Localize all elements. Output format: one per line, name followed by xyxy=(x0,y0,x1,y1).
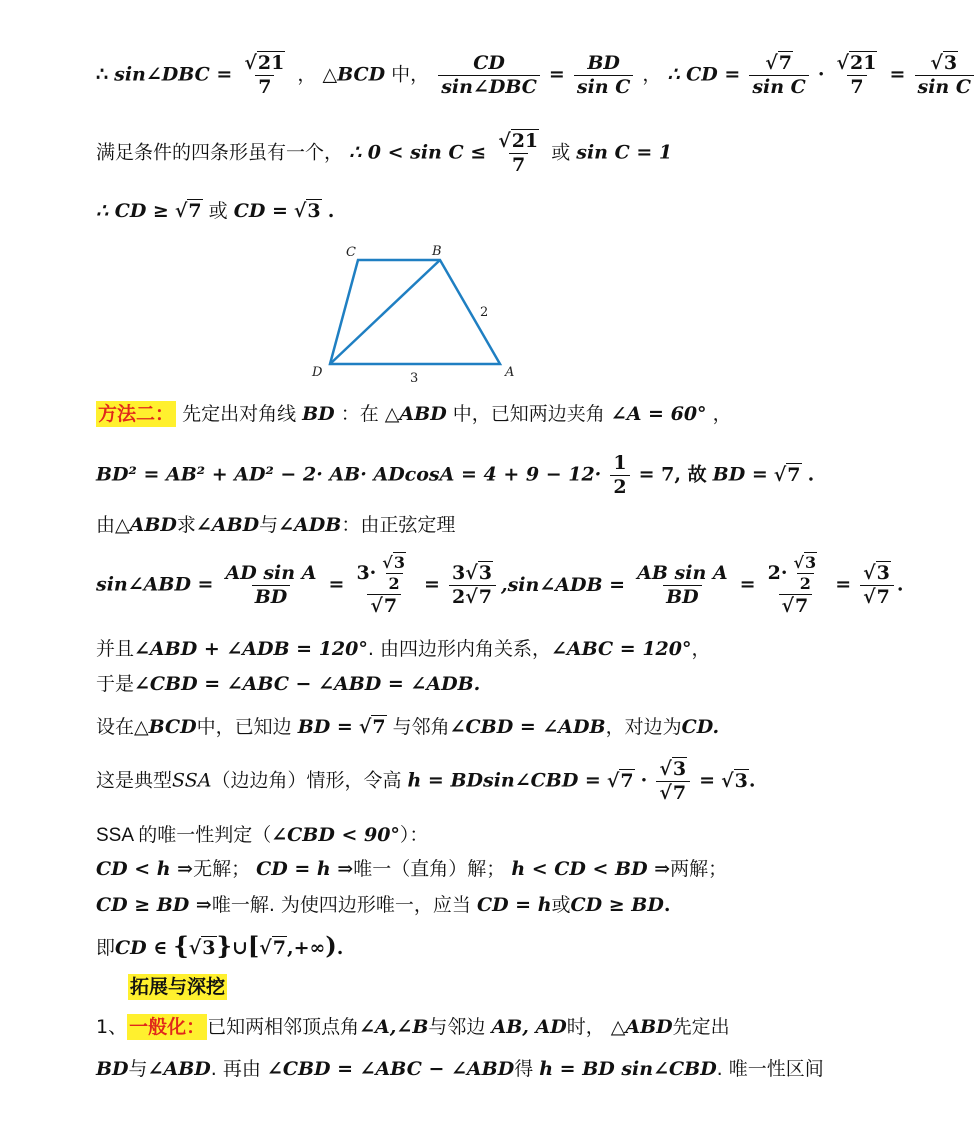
rad-21: 21 xyxy=(257,52,285,74)
l11-d: = xyxy=(699,769,716,792)
l5-b: = 7, 故 xyxy=(638,463,707,486)
l11-fn: 3 xyxy=(672,758,687,780)
line-4 xyxy=(96,405,732,424)
l4-ang: ∠A = 60° xyxy=(610,403,707,425)
l7-f1n: AD sin A xyxy=(225,562,317,584)
tri-bcd: △BCD xyxy=(322,63,386,86)
l5-num: 1 xyxy=(613,452,627,474)
num-cd: CD xyxy=(473,52,505,74)
line-12 xyxy=(96,826,428,845)
l18-a: BD xyxy=(96,1058,129,1080)
frac-cd xyxy=(438,54,540,97)
frac-sqrt21-7: $\frac{√21}{7}$ xyxy=(244,52,285,98)
l13-e: h < CD < BD ⇒ xyxy=(511,858,671,880)
l2-sinc1: sin C = 1 xyxy=(576,141,673,164)
l4-t2: ：在 xyxy=(340,403,379,425)
line-13 xyxy=(96,860,727,879)
line-6 xyxy=(96,516,455,535)
l7-f3dr: 7 xyxy=(478,586,492,608)
l3-b: CD = xyxy=(233,200,288,222)
l18-d: . 再由 xyxy=(210,1058,261,1080)
l11-dot: · xyxy=(640,769,648,792)
l3-or: 或 xyxy=(208,200,228,222)
l15-c: ,+∞ xyxy=(286,937,326,959)
l7-f2nd: 2 xyxy=(386,573,403,592)
l15-a: 即 xyxy=(96,937,116,959)
line-9 xyxy=(96,675,480,694)
l5-end: . xyxy=(807,463,815,486)
l2-rad: 21 xyxy=(511,130,539,152)
l3-a: ∴ CD ≥ xyxy=(96,200,169,222)
l10-a: 设在 xyxy=(96,716,135,738)
l7-frac3: $\frac{3√3}{2√7}$ xyxy=(449,564,496,607)
method-two-label: 方法二： xyxy=(98,403,175,425)
line-15: 即CD ∈ {√3}∪[√7,+∞). xyxy=(96,931,344,960)
line-17 xyxy=(96,1018,730,1037)
l2-den: 7 xyxy=(509,153,528,175)
l8-e: ， xyxy=(691,638,711,660)
den-sinc: sin C xyxy=(574,75,633,97)
l3-rad7: 7 xyxy=(188,200,202,222)
l10-d: 与邻角 xyxy=(392,716,450,738)
l3-rad3: 3 xyxy=(307,200,321,222)
zhong: 中， xyxy=(391,63,430,86)
l17-e: 时， xyxy=(566,1016,605,1038)
line-16 xyxy=(128,978,227,997)
line-11: 这是典型SSA（边边角）情形，令高 h = BDsin∠CBD = √7 · $\frac{√3}{√7}$ = √3. xyxy=(96,758,756,804)
l2-text: 满足条件的四条形虽有一个， xyxy=(96,141,344,164)
l13-c: CD = h ⇒ xyxy=(256,858,354,880)
l7-f4d: BD xyxy=(663,585,702,607)
l8-c: . 由四边形内角关系， xyxy=(367,638,551,660)
l7-f4n: AB sin A xyxy=(637,562,728,584)
l18-c: ∠ABD xyxy=(147,1058,211,1080)
l6-b: 求 xyxy=(176,514,196,536)
l5-frac xyxy=(610,454,629,497)
line-2 xyxy=(96,132,672,175)
generalization-label: 一般化： xyxy=(129,1016,206,1038)
rad-21b: 21 xyxy=(850,52,877,74)
label-d: D xyxy=(312,365,323,380)
l4-tri: △ABD xyxy=(384,403,447,425)
l6-ang2: ∠ADB xyxy=(278,514,342,536)
l17-b: ∠A,∠B xyxy=(359,1016,429,1038)
l14-a: CD ≥ BD ⇒ xyxy=(96,894,212,916)
quad-outline xyxy=(330,260,500,364)
l11-fd: 7 xyxy=(672,782,687,804)
l10-g: CD. xyxy=(681,716,720,738)
l7-f1d: BD xyxy=(252,585,291,607)
l3-end: . xyxy=(327,200,335,222)
l13-b: 无解； xyxy=(193,858,251,880)
line-18 xyxy=(96,1060,824,1079)
l7-f6n: 3 xyxy=(876,562,890,584)
l11-rad2: 3 xyxy=(734,769,748,792)
l7-f2na: 3· xyxy=(356,562,377,584)
rad-3: 3 xyxy=(943,52,958,74)
l10-b: 中，已知边 xyxy=(196,716,292,738)
l5-rad: 7 xyxy=(787,463,801,486)
frac-bd xyxy=(574,54,633,97)
l6-tri: △ABD xyxy=(115,514,177,536)
l11-end: . xyxy=(748,769,756,792)
line-10: 设在△BCD中，已知边 BD = √7 与邻角∠CBD = ∠ADB，对边为CD. xyxy=(96,716,720,738)
label-b: B xyxy=(432,244,442,259)
l8-d: ∠ABC = 120° xyxy=(550,638,692,660)
l15-rad1: 3 xyxy=(202,937,216,959)
l11-frac: $\frac{√3}{√7}$ xyxy=(656,760,690,803)
den-sinc3: sin C xyxy=(915,75,974,97)
l4-bd: BD xyxy=(302,403,335,425)
l17-f: △ABD xyxy=(610,1016,673,1038)
l7-f5na: 2· xyxy=(767,562,788,584)
l7-f2nr: 3 xyxy=(393,553,405,572)
l4-t3: 中，已知两边夹角 xyxy=(452,403,605,425)
l7-end: . xyxy=(896,573,904,596)
sin-dbc: sin∠DBC = xyxy=(114,63,233,86)
l18-f: 得 xyxy=(514,1058,534,1080)
l13-f: 两解； xyxy=(670,858,728,880)
l8-a: 并且 xyxy=(96,638,135,660)
l7-f3nr: 3 xyxy=(478,562,492,584)
l12-c: ）： xyxy=(399,824,429,846)
l11-c: h = BDsin∠CBD = xyxy=(407,769,601,792)
l18-b: 与 xyxy=(128,1058,148,1080)
l6-ang1: ∠ABD xyxy=(195,514,260,536)
line-8 xyxy=(96,640,711,659)
l18-g: h = BD sin∠CBD xyxy=(539,1058,717,1080)
l7-f5d: 7 xyxy=(795,595,809,617)
l7-f2d: 7 xyxy=(383,595,398,617)
l17-g: 先定出 xyxy=(672,1016,730,1038)
eq2: = xyxy=(889,63,906,86)
l17-num: 1、 xyxy=(96,1016,128,1038)
label-side-2: 2 xyxy=(480,305,489,320)
cd-eq: ∴ CD = xyxy=(667,63,741,86)
l10-tri: △BCD xyxy=(134,716,197,738)
l7-frac6: $\frac{√3}{√7}$ xyxy=(860,564,894,607)
l7-a: sin∠ABD = xyxy=(96,573,214,596)
l18-e: ∠CBD = ∠ABC − ∠ABD xyxy=(266,1058,515,1080)
frac-sqrt7-sinc: $\frac{√7}{\text{sin C}}$ xyxy=(749,54,808,97)
diagonal-bd xyxy=(330,260,440,364)
l9-b: ∠CBD = ∠ABC − ∠ABD = ∠ADB. xyxy=(134,673,481,695)
den-7b: 7 xyxy=(847,75,866,97)
l11-a: 这是典型 xyxy=(96,769,173,792)
l12-a: SSA 的唯一性判定（ xyxy=(96,825,272,846)
l12-b: ∠CBD < 90° xyxy=(271,824,400,846)
l14-e: CD ≥ BD xyxy=(570,894,664,916)
l7-frac1 xyxy=(223,564,320,607)
den-7: 7 xyxy=(255,75,274,97)
l7-f6d: 7 xyxy=(876,586,890,608)
sep2: ， xyxy=(642,63,662,86)
l15-rad2: 7 xyxy=(272,937,286,959)
eq: = xyxy=(548,63,565,86)
l17-c: 与邻边 xyxy=(428,1016,486,1038)
l5-den: 2 xyxy=(610,475,629,497)
l11-b: （边边角）情形，令高 xyxy=(211,769,402,792)
l17-d: AB, AD xyxy=(491,1016,567,1038)
l4-end: ， xyxy=(712,403,732,425)
l5-c: BD = xyxy=(712,463,768,486)
l15-b: CD ∈ xyxy=(115,937,168,959)
den-sindbc: sin∠DBC xyxy=(438,75,540,97)
label-c: C xyxy=(346,245,356,260)
l10-c: BD = xyxy=(297,716,353,738)
quadrilateral-figure xyxy=(300,238,530,388)
frac-sqrt3-sinc: $\frac{√3}{\text{sin C}}$ xyxy=(915,54,974,97)
l7-f5nd: 2 xyxy=(797,573,814,592)
l2-frac: $\frac{√21}{7}$ xyxy=(498,130,539,176)
l9-a: 于是 xyxy=(96,673,135,695)
sep: ， xyxy=(297,63,317,86)
l11-rad1: 7 xyxy=(620,769,634,792)
l13-a: CD < h ⇒ xyxy=(96,858,194,880)
l7-eq: = xyxy=(328,573,345,596)
l6-a: 由 xyxy=(96,514,116,536)
l7-f3nc: 3 xyxy=(451,562,466,584)
l8-b: ∠ABD + ∠ADB = 120° xyxy=(134,638,368,660)
l6-c: 与 xyxy=(259,514,279,536)
dot: · xyxy=(817,63,825,86)
l11-ssa: SSA xyxy=(172,769,212,792)
extension-heading: 拓展与深挖 xyxy=(130,976,226,998)
l15-end: . xyxy=(336,937,344,959)
line-7: sin∠ABD = $\frac{\text{AD sin A}}{BD}$ = 3· $\frac{√3}{2}$ √7 = $\frac{3√3}{2√7}$ ,sin∠ADB = $\frac{\text{AB sin A}}{BD}$ = 2· $\frac{√3}{2}$ √7 = $\frac{√3}{√7}$ . xyxy=(96,553,904,617)
rad-7: 7 xyxy=(778,52,792,74)
l10-rad: 7 xyxy=(372,716,386,738)
l7-frac2: 3· $\frac{√3}{2}$ √7 xyxy=(356,553,405,617)
l2-or: 或 xyxy=(551,141,571,164)
l14-d: 或 xyxy=(551,894,571,916)
frac-sqrt21-7b: $\frac{√21}{7}$ xyxy=(836,52,877,98)
l6-d: ：由正弦定理 xyxy=(341,514,456,536)
l14-c: CD = h xyxy=(476,894,552,916)
l10-e: ∠CBD = ∠ADB xyxy=(449,716,606,738)
l15-cup: ∪ xyxy=(231,937,248,959)
l13-d: 唯一（直角）解； xyxy=(353,858,506,880)
l17-a: 已知两相邻顶点角 xyxy=(207,1016,360,1038)
line-14 xyxy=(96,896,670,915)
line-1 xyxy=(96,54,977,97)
l4-text: 先定出对角线 xyxy=(182,403,297,425)
line-5: BD² = AB² + AD² − 2· AB· ADcosA = 4 + 9 − 12· $\frac{1}{2}$ = 7, 故 BD = √7 . xyxy=(96,452,815,498)
line-3: ∴ CD ≥ √7 或 CD = √3 . xyxy=(96,200,335,222)
l10-f: ，对边为 xyxy=(605,716,682,738)
l2-ineq: ∴ 0 < sin C ≤ xyxy=(349,141,487,164)
den-sinc2: sin C xyxy=(749,75,808,97)
label-a: A xyxy=(505,365,515,380)
l7-f5nr: 3 xyxy=(805,553,817,572)
l7-frac4 xyxy=(634,564,731,607)
num-bd: BD xyxy=(587,52,620,74)
l7-b: ,sin∠ADB = xyxy=(500,573,626,596)
l7-f3dc: 2 xyxy=(451,586,466,608)
label-side-3: 3 xyxy=(410,371,419,386)
l7-frac5: 2· $\frac{√3}{2}$ √7 xyxy=(767,553,817,617)
l18-h: . 唯一性区间 xyxy=(716,1058,824,1080)
l14-f: . xyxy=(663,894,671,916)
therefore-1: ∴ xyxy=(96,63,109,86)
l14-b: 唯一解. 为使四边形唯一，应当 xyxy=(211,894,471,916)
l5-a: BD² = AB² + AD² − 2· AB· ADcosA = 4 + 9 − 12· xyxy=(96,463,602,486)
